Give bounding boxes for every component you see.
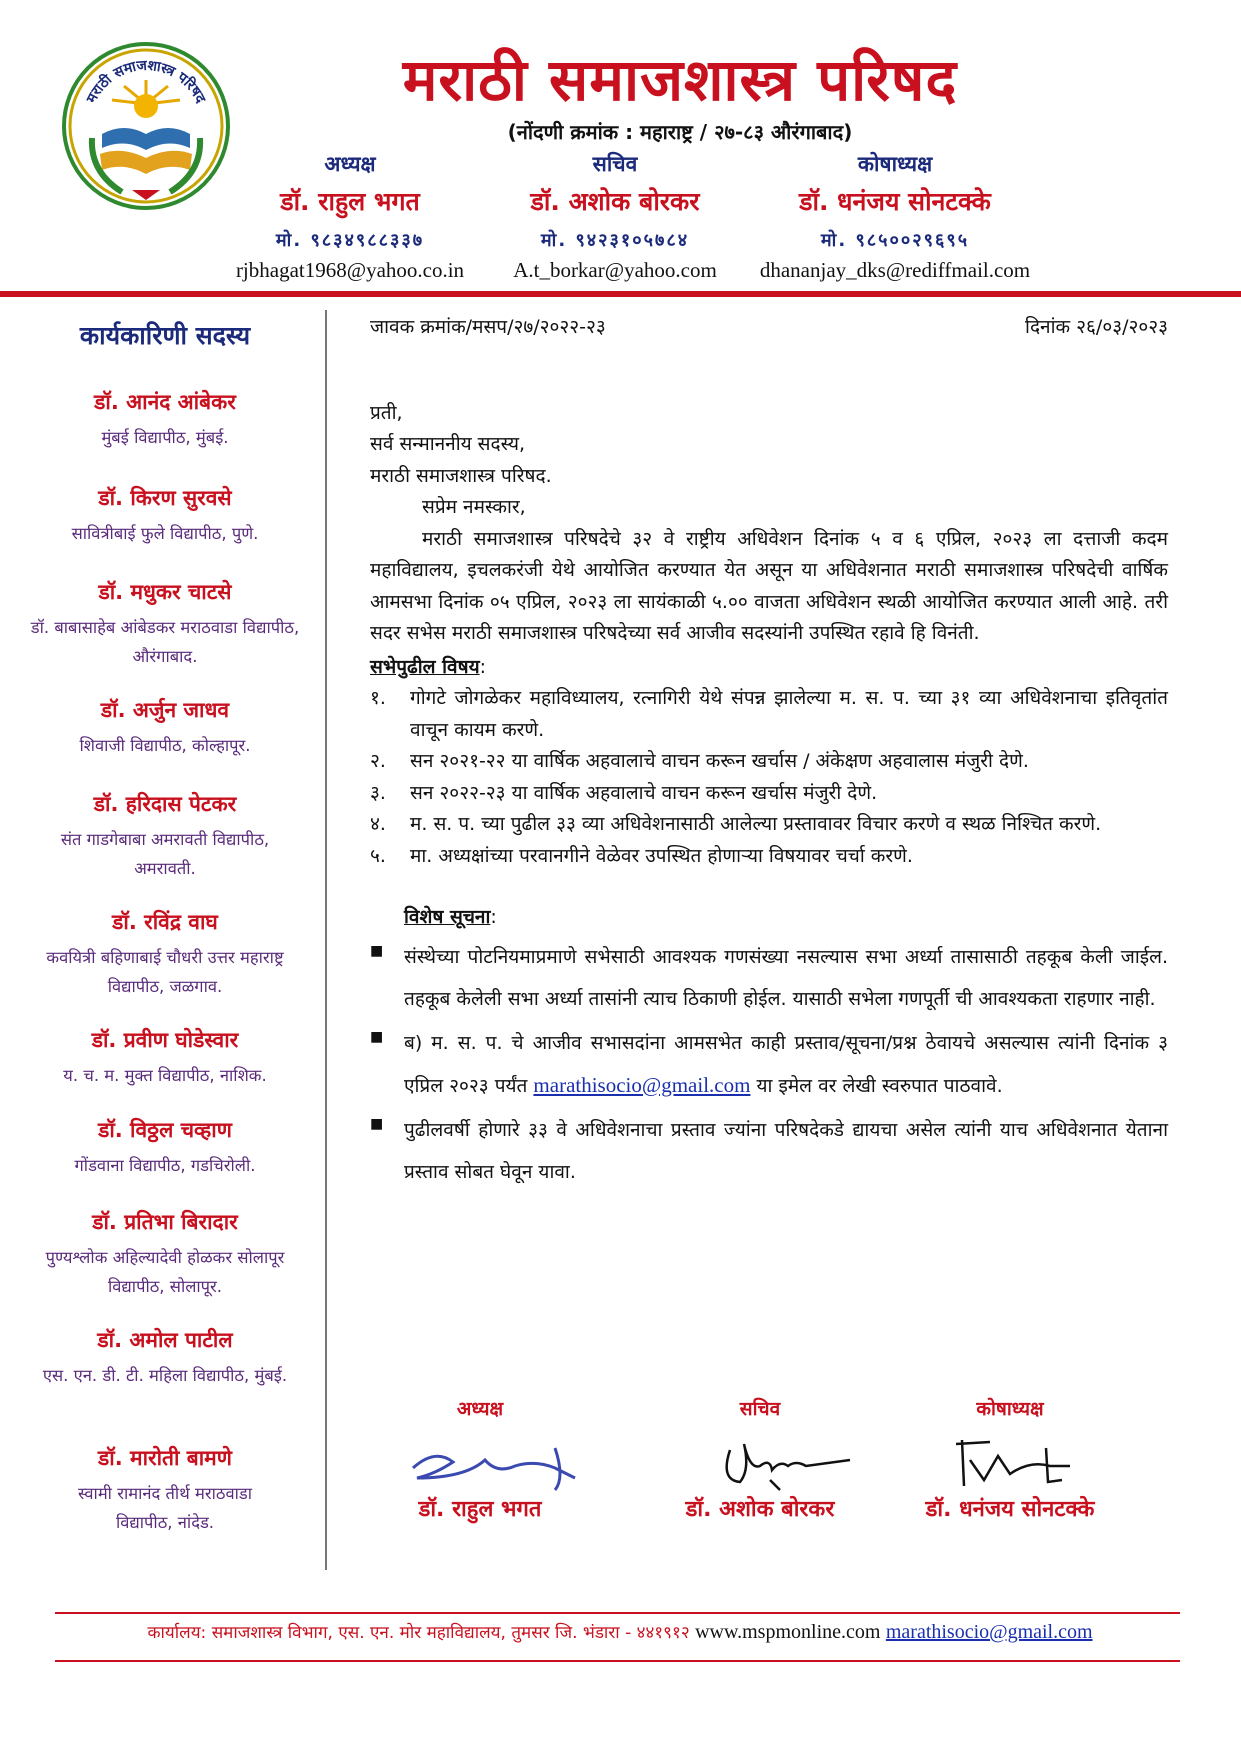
org-title: मराठी समाजशास्त्र परिषद: [402, 46, 958, 114]
note-text-part: या इमेल वर लेखी स्वरुपात पाठवावे.: [756, 1074, 1003, 1097]
member-name: डॉ. मारोती बामणे: [98, 1446, 232, 1470]
registration-number: (नोंदणी क्रमांक : महाराष्ट्र / २७-८३ औरंगाबाद): [507, 120, 853, 144]
member-affiliation: पुण्यश्लोक अहिल्यादेवी होळकर सोलापूर विद्यापीठ, सोलापूर.: [45, 1248, 285, 1296]
member-affiliation: मुंबई विद्यापीठ, मुंबई.: [101, 428, 229, 447]
signature-name: डॉ. धनंजय सोनटक्के: [925, 1497, 1095, 1522]
column-divider: [325, 310, 327, 1570]
recipient-line: मराठी समाजशास्त्र परिषद.: [370, 464, 552, 487]
notes-colon: :: [490, 906, 497, 928]
note-item: [370, 1109, 1168, 1193]
member-affiliation: सावित्रीबाई फुले विद्यापीठ, पुणे.: [71, 524, 259, 543]
agenda-number: १.: [370, 687, 386, 709]
agenda-number: ३.: [370, 781, 386, 804]
body-paragraph: मराठी समाजशास्त्र परिषदेचे ३२ वे राष्ट्रीय अधिवेशन दिनांक ५ व ६ एप्रिल, २०२३ ला दत्ताजी कदम महाविद्यालय, इचलकरंजी येथे आयोजित करण्यात येत असून या अधिवेशनात मराठी समाजशास्त्र परिषदेची वार्षिक आमसभा दिनांक ०५ एप्रिल, २०२३ ला सायंकाळी ५.०० वाजता अधिवेशन स्थळी आयोजित करण्यात आली आहे. तरी सदर सभेस मराठी समाजशास्त्र परिषदेच्या सर्व आजीव सदस्यांनी उपस्थित रहावे हि विनंती.: [370, 527, 1168, 644]
footer-rule: [55, 1612, 1180, 1614]
handwritten-signature: [405, 1438, 605, 1498]
member-name: डॉ. रविंद्र वाघ: [112, 910, 218, 934]
square-bullet-icon: ■: [370, 1028, 384, 1045]
agenda-text: सन २०२१-२२ या वार्षिक अहवालाचे वाचन करून खर्चास / अंकेक्षण अहवालास मंजुरी देणे.: [410, 750, 1029, 772]
handwritten-signature: [950, 1430, 1120, 1500]
member-affiliation: डॉ. बाबासाहेब आंबेडकर मराठवाडा विद्यापीठ, औरंगाबाद.: [30, 618, 300, 666]
officer-phone: मो. ९८३४९८८३३७: [275, 230, 425, 251]
member-affiliation: य. च. म. मुक्त विद्यापीठ, नाशिक.: [63, 1066, 267, 1085]
note-text: [404, 1022, 1168, 1107]
member-name: डॉ. मधुकर चाटसे: [98, 580, 232, 604]
member-affiliation: स्वामी रामानंद तीर्थ मराठवाडा विद्यापीठ, नांदेड.: [77, 1484, 253, 1532]
agenda-item: [370, 809, 1168, 841]
member-entry: [10, 1116, 320, 1180]
member-name: डॉ. आनंद आंबेकर: [94, 390, 236, 414]
square-bullet-icon: ■: [370, 1115, 384, 1132]
signature-name: डॉ. अशोक बोरकर: [685, 1497, 835, 1522]
agenda-heading: सभेपुढील विषय: [370, 655, 480, 678]
greeting: सप्रेम नमस्कार,: [422, 496, 526, 518]
recipient-line: प्रती,: [370, 401, 403, 424]
agenda-number: २.: [370, 750, 386, 772]
officer-phone: मो. ९८५००२९६९५: [820, 230, 970, 251]
website-link[interactable]: www.mspmonline.com: [695, 1621, 881, 1643]
member-entry: [10, 696, 320, 760]
agenda-item: [370, 841, 1168, 873]
member-name: डॉ. हरिदास पेटकर: [93, 792, 237, 816]
member-entry: [10, 790, 320, 883]
email-link[interactable]: marathisocio@gmail.com: [533, 1072, 751, 1097]
letter-date: दिनांक २६/०३/२०२३: [1025, 316, 1168, 338]
officer-email[interactable]: dhananjay_dks@rediffmail.com: [759, 258, 1031, 282]
note-text-part: ब) म. स. प. चे आजीव सभासदांना आमसभेत काही प्रस्ताव/सूचना/प्रश्न ठेवायचे असल्यास त्यांनी दिनांक ३ एप्रिल २०२३ पर्यंत: [404, 1031, 1168, 1097]
footer-rule: [55, 1660, 1180, 1662]
member-entry: [10, 1326, 320, 1390]
footer-email-link[interactable]: marathisocio@gmail.com: [885, 1621, 1093, 1643]
footer-address: [60, 1620, 1180, 1644]
member-name: डॉ. किरण सुरवसे: [98, 486, 232, 510]
signature-role: कोषाध्यक्ष: [976, 1398, 1044, 1420]
member-entry: [10, 1208, 320, 1301]
member-affiliation: संत गाडगेबाबा अमरावती विद्यापीठ, अमरावती.: [60, 830, 270, 878]
agenda-text: मा. अध्यक्षांच्या परवानगीने वेळेवर उपस्थित होणाऱ्या विषयावर चर्चा करणे.: [410, 844, 913, 867]
sidebar-heading: कार्यकारिणी सदस्य: [79, 321, 251, 350]
square-bullet-icon: ■: [370, 942, 384, 959]
member-affiliation: एस. एन. डी. टी. महिला विद्यापीठ, मुंबई.: [42, 1366, 288, 1385]
agenda-number: ४.: [370, 813, 386, 835]
agenda-item: [370, 778, 1168, 810]
note-item: [370, 1022, 1168, 1107]
signature-role: अध्यक्ष: [456, 1398, 504, 1420]
reference-number: जावक क्रमांक/मसप/२७/२०२२-२३: [370, 316, 606, 338]
agenda-number: ५.: [370, 844, 386, 867]
office-address: कार्यालय: समाजशास्त्र विभाग, एस. एन. मोर महाविद्यालय, तुमसर जि. भंडारा - ४४१९१२: [147, 1623, 690, 1643]
member-entry: [10, 1026, 320, 1090]
officer-role: कोषाध्यक्ष: [857, 152, 933, 176]
signature-name: डॉ. राहुल भगत: [418, 1497, 542, 1522]
agenda-item: [370, 746, 1168, 778]
header-divider: [0, 291, 1241, 297]
letter-meta: [370, 312, 1168, 344]
svg-text:मराठी समाजशास्त्र परिषद: मराठी समाजशास्त्र परिषद: [83, 57, 209, 106]
member-entry: [10, 578, 320, 671]
officer-role: सचिव: [592, 152, 638, 176]
note-item: [370, 936, 1168, 1020]
handwritten-signature: [710, 1430, 870, 1500]
officer-phone: मो. ९४२३१०५७८४: [540, 230, 690, 251]
agenda-text: म. स. प. च्या पुढील ३३ व्या अधिवेशनासाठी आलेल्या प्रस्तावावर विचार करणे व स्थळ निश्चित करणे.: [410, 813, 1102, 835]
agenda-item: [370, 683, 1168, 746]
recipient-line: सर्व सन्माननीय सदस्य,: [370, 433, 526, 455]
member-name: डॉ. अर्जुन जाधव: [100, 698, 230, 722]
letter-body: [370, 312, 1168, 1193]
member-entry: [10, 388, 320, 452]
officer-name: डॉ. राहुल भगत: [280, 187, 420, 216]
note-text: पुढीलवर्षी होणारे ३३ वे अधिवेशनाचा प्रस्ताव ज्यांना परिषदेकडे द्यायचा असेल त्यांनी याच अधिवेशनात येताना प्रस्ताव सोबत घेवून यावा.: [404, 1118, 1168, 1183]
member-affiliation: शिवाजी विद्यापीठ, कोल्हापूर.: [79, 736, 251, 755]
agenda-text: सन २०२२-२३ या वार्षिक अहवालाचे वाचन करून खर्चास मंजुरी देणे.: [410, 781, 878, 804]
member-name: डॉ. प्रतिभा बिरादार: [92, 1210, 238, 1234]
member-entry: [10, 908, 320, 1001]
note-text: संस्थेच्या पोटनियमाप्रमाणे सभेसाठी आवश्यक गणसंख्या नसल्यास सभा अर्ध्या तासासाठी तहकूब केली जाईल. तहकूब केलेली सभा अर्ध्या तासांनी त्याच ठिकाणी होईल. यासाठी सभेला गणपूर्ती ची आवश्यकता राहणार नाही.: [404, 945, 1168, 1010]
officer-email[interactable]: A.t_borkar@yahoo.com: [513, 258, 717, 282]
member-entry: [10, 1444, 320, 1537]
agenda-colon: :: [479, 655, 487, 678]
member-name: डॉ. अमोल पाटील: [97, 1328, 233, 1352]
member-entry: [10, 484, 320, 548]
officer-role: अध्यक्ष: [324, 152, 376, 176]
member-affiliation: कवयित्री बहिणाबाई चौधरी उत्तर महाराष्ट्र विद्यापीठ, जळगाव.: [46, 948, 284, 996]
officer-name: डॉ. अशोक बोरकर: [530, 187, 700, 216]
officer-treasurer: [730, 150, 1060, 283]
member-name: डॉ. प्रवीण घोडेस्वार: [91, 1028, 239, 1052]
agenda-text: गोगटे जोगळेकर महाविध्यालय, रत्नागिरी येथे संपन्न झालेल्या म. स. प. च्या ३१ व्या अधिवेशनाचा इतिवृतांत वाचून कायम करणे.: [410, 687, 1168, 741]
member-name: डॉ. विठ्ठल चव्हाण: [98, 1118, 232, 1142]
member-affiliation: गोंडवाना विद्यापीठ, गडचिरोली.: [74, 1156, 256, 1175]
signature-role: सचिव: [739, 1398, 781, 1420]
officer-name: डॉ. धनंजय सोनटक्के: [799, 187, 991, 216]
notes-heading: विशेष सूचना: [404, 906, 491, 928]
officer-email[interactable]: rjbhagat1968@yahoo.co.in: [235, 258, 465, 282]
